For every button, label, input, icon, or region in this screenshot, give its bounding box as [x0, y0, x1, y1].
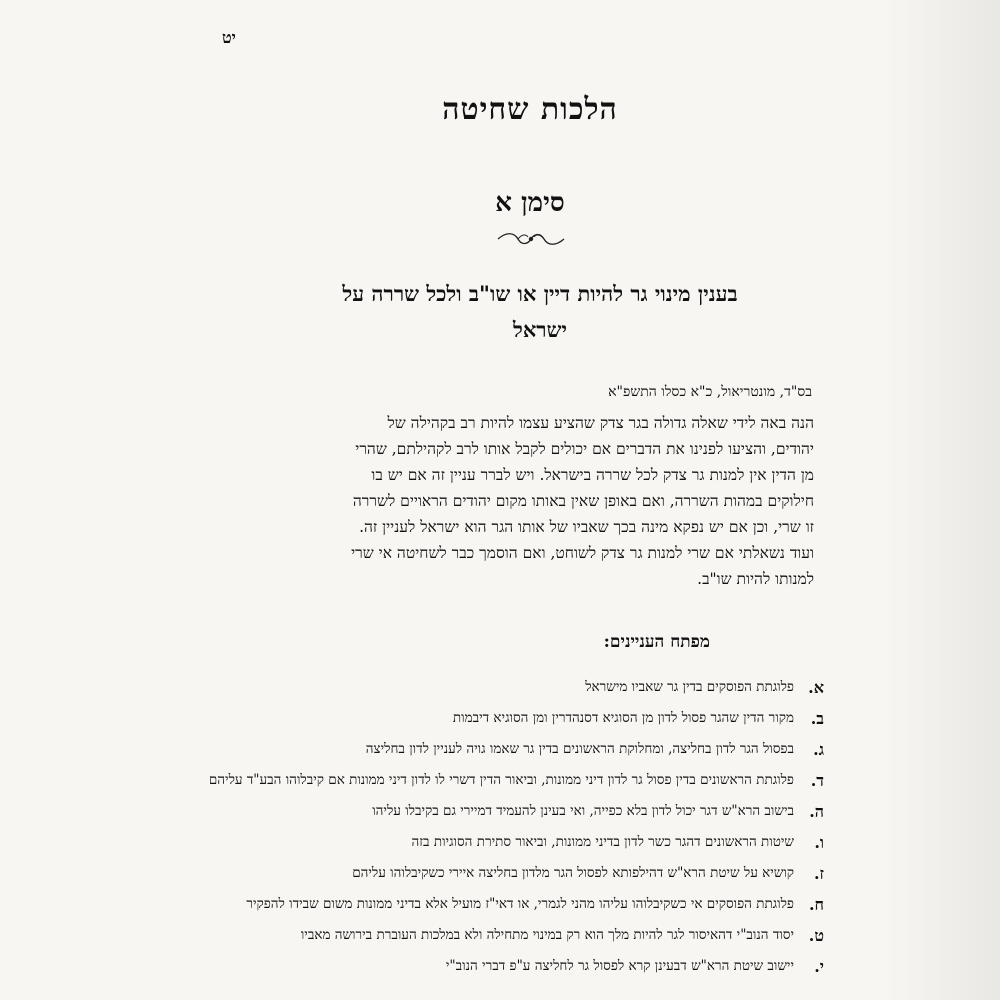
body-line: יהודים, והציעו לפנינו את הדברים אם יכולים לקבל אותו לרב לקהילתם, שהרי — [355, 440, 814, 458]
table-of-contents — [144, 676, 824, 986]
body-line: זו שרי, וכן אם יש נפקא מינה בכך שאביו של אותו הגר הוא ישראל לעניין זה. — [359, 518, 814, 536]
toc-text: קושיא על שיטת הרא"ש דהילפותא לפסול הגר מלדון בחליצה איירי כשקיבלוהו עליהם — [352, 865, 794, 881]
toc-letter: ו. — [814, 833, 824, 852]
dateline: בס"ד, מונטריאול, כ"א כסלו התשפ"א — [608, 384, 812, 400]
toc-letter: א. — [808, 678, 824, 697]
toc-text: פלוגתת הפוסקים בדין גר שאביו מישראל — [585, 679, 794, 695]
toc-letter: י. — [814, 957, 824, 976]
body-line: מן הדין אין למנות גר צדק לכל שררה בישראל. ויש לברר עניין זה אם יש בו — [371, 466, 814, 484]
section-title: סימן א — [495, 188, 565, 218]
body-line: ועוד נשאלתי אם שרי למנות גר צדק לשוחט, ואם הוסמך כבר לשחיטה אי שרי — [351, 544, 814, 562]
toc-item — [144, 893, 824, 916]
toc-text: פלוגתת הפוסקים אי כשקיבלוהו עליהו מהני לגמרי, או דאי"ז מועיל אלא בדיני ממונות משום שבידו להפקיר — [246, 896, 794, 912]
toc-letter: ג. — [813, 740, 824, 759]
body-line: חילוקים במהות השררה, ואם באופן שאין באותו מקום יהודים הראויים לשררה — [352, 492, 814, 510]
toc-letter: ד. — [810, 771, 824, 790]
toc-text: יסוד הנוב"י דהאיסור לגר להיות מלך הוא רק במינוי מתחילה ולא במלכות העוברת בירושה מאביו — [300, 927, 794, 943]
toc-item — [144, 955, 824, 978]
toc-text: בישוב הרא"ש דגר יכול לדון בלא כפייה, ואי בעינן להעמיד דמיירי גם בקיבלו עליהו — [372, 803, 794, 819]
toc-item — [144, 800, 824, 823]
toc-letter: ח. — [808, 895, 824, 914]
toc-letter: ט. — [808, 926, 824, 945]
body-line: הנה באה לידי שאלה גדולה בגר צדק שהציע עצמו להיות רב בקהילה של — [387, 414, 814, 432]
subject-heading — [260, 276, 820, 348]
toc-item — [144, 738, 824, 761]
toc-letter: ה. — [809, 802, 824, 821]
subject-line-1: בענין מינוי גר להיות דיין או שו"ב ולכל שררה על — [342, 281, 738, 306]
toc-text: בפסול הגר לדון בחליצה, ומחלוקת הראשונים בדין גר שאמו גויה לעניין לדון בחליצה — [365, 741, 794, 757]
chapter-title: הלכות שחיטה — [442, 92, 618, 127]
toc-letter: ב. — [810, 709, 824, 728]
subject-line-2: ישראל — [513, 317, 567, 342]
toc-text: שיטות הראשונים דהגר כשר לדון בדיני ממונות, וביאור סתירת הסוגיות בזה — [411, 834, 794, 850]
toc-item — [144, 676, 824, 699]
body-line: למנותו להיות שו"ב. — [697, 570, 814, 588]
body-paragraph — [270, 410, 814, 592]
page-gutter — [880, 0, 1000, 1000]
toc-item — [144, 862, 824, 885]
toc-item — [144, 924, 824, 947]
toc-heading: מפתח העניינים: — [603, 632, 710, 652]
ornament-divider-icon — [496, 230, 566, 248]
toc-text: מקור הדין שהגר פסול לדון מן הסוגיא דסנהדרין ומן הסוגיא דיבמות — [452, 710, 794, 726]
toc-text: יישוב שיטת הרא"ש דבעינן קרא לפסול גר לחליצה ע"פ דברי הנוב"י — [445, 958, 794, 974]
page-number: יט — [222, 28, 236, 47]
toc-item — [144, 831, 824, 854]
toc-text: פלוגתת הראשונים בדין פסול גר לדון דיני ממונות, וביאור הדין דשרי לו לדון דיני ממונות אם קיבלוהו הבע"ד עליהם — [208, 772, 794, 788]
toc-item — [144, 707, 824, 730]
toc-item — [144, 769, 824, 792]
toc-letter: ז. — [813, 864, 824, 883]
